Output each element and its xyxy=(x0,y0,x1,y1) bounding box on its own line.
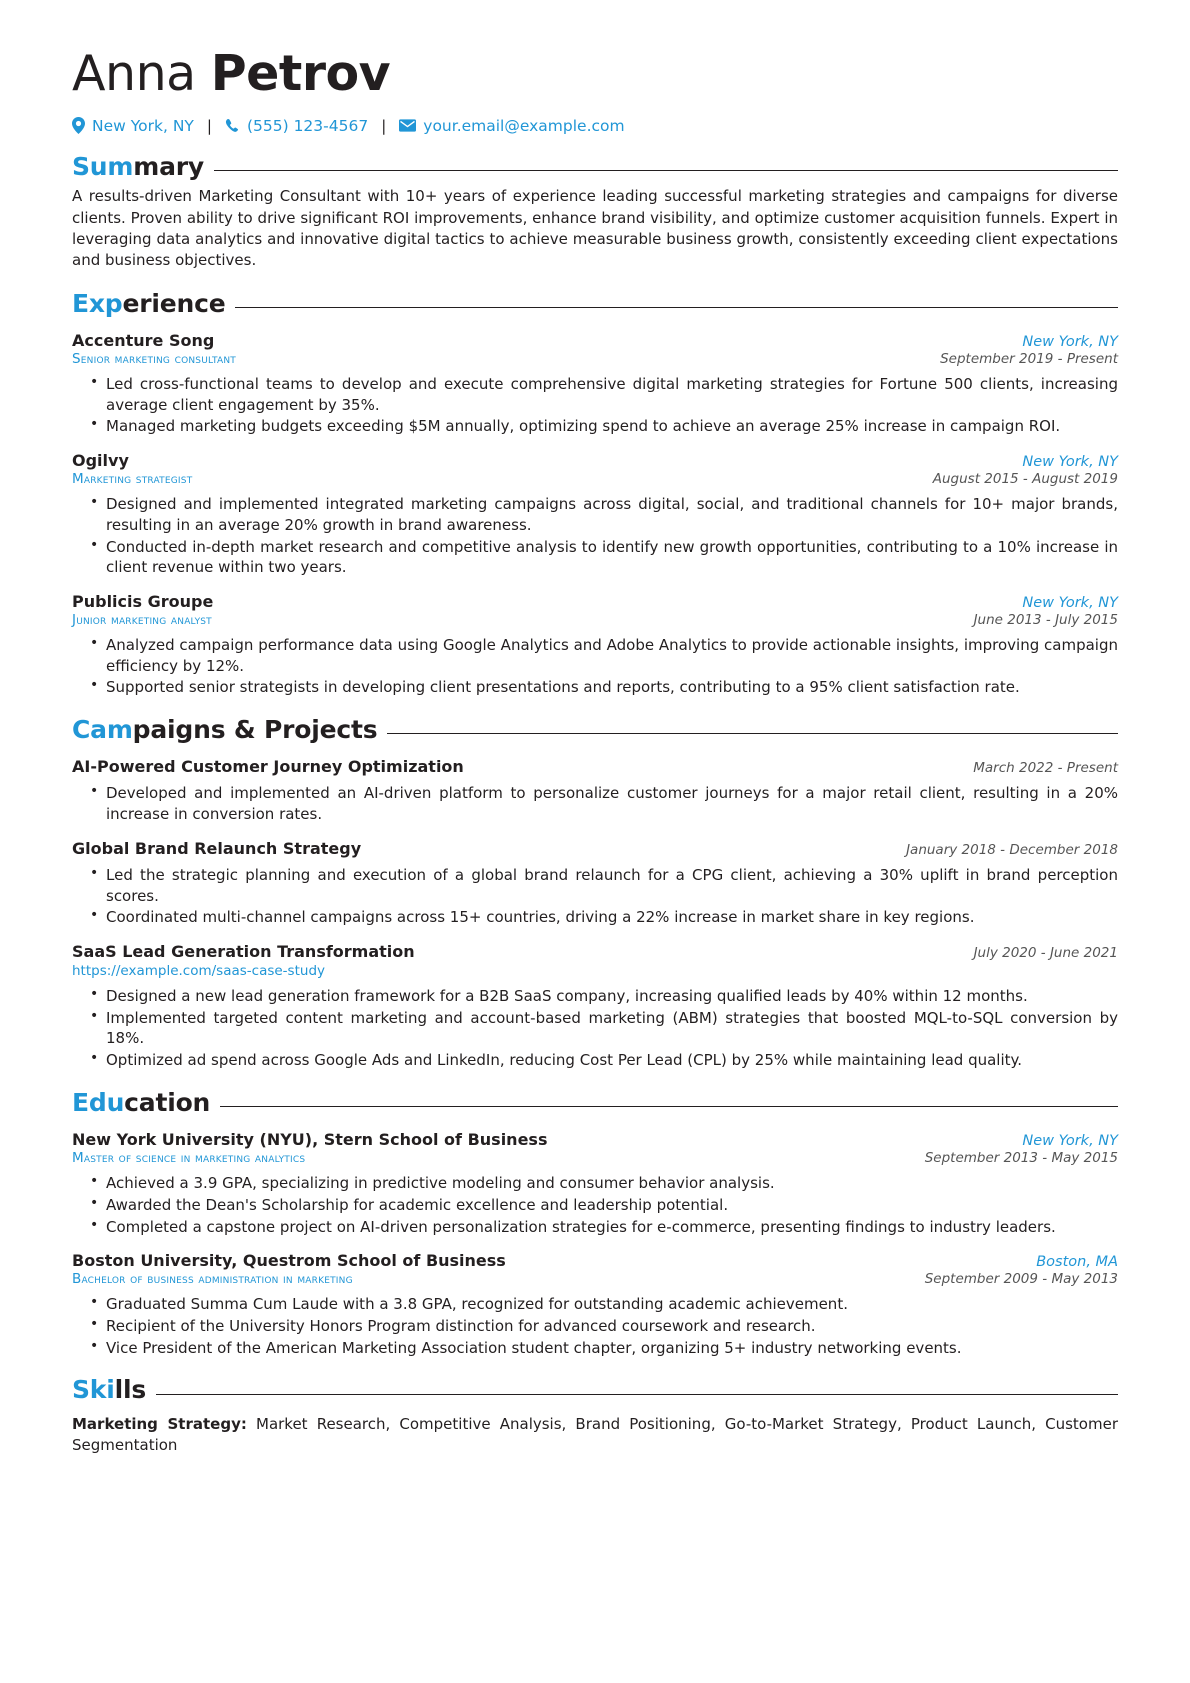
section-summary-head xyxy=(72,153,1118,181)
project-name: AI-Powered Customer Journey Optimization xyxy=(72,757,464,777)
section-divider xyxy=(235,307,1118,308)
envelope-icon xyxy=(399,119,416,132)
experience-entry-subheader xyxy=(72,612,1118,628)
section-skills xyxy=(72,1376,1118,1456)
project-entry-header xyxy=(72,757,1118,776)
contact-phone xyxy=(225,117,368,135)
education-entry-header xyxy=(72,1130,1118,1149)
experience-entry-header xyxy=(72,451,1118,470)
experience-company: Ogilvy xyxy=(72,451,129,471)
project-entry-header xyxy=(72,839,1118,858)
section-campaigns-title-highlight: Cam xyxy=(72,714,133,744)
project-entry xyxy=(72,942,1118,1071)
section-summary xyxy=(72,153,1118,272)
experience-entry xyxy=(72,451,1118,578)
list-item: • Recipient of the University Honors Program distinction for advanced coursework and research. xyxy=(106,1316,1118,1337)
experience-bullets xyxy=(72,494,1118,578)
section-divider xyxy=(387,733,1118,734)
education-school: Boston University, Questrom School of Business xyxy=(72,1251,506,1271)
list-item: • Achieved a 3.9 GPA, specializing in predictive modeling and consumer behavior analysis. xyxy=(106,1173,1118,1194)
section-skills-title-rest: lls xyxy=(114,1375,147,1405)
experience-entry-subheader xyxy=(72,471,1118,487)
section-experience-title-rest: erience xyxy=(122,288,226,318)
education-degree: Master of science in marketing analytics xyxy=(72,1150,306,1167)
contact-separator-1: | xyxy=(206,116,212,135)
education-entry-subheader xyxy=(72,1271,1118,1287)
list-item: • Analyzed campaign performance data using Google Analytics and Adobe Analytics to provide actionable insights, improving campaign efficiency by 12%. xyxy=(106,635,1118,676)
list-item: • Led the strategic planning and execution of a global brand relaunch for a CPG client, achieving a 30% uplift in brand perception scores. xyxy=(106,865,1118,906)
education-degree: Bachelor of business administration in marketing xyxy=(72,1271,353,1288)
experience-dates: August 2015 - August 2019 xyxy=(932,471,1118,488)
skill-items: Market Research, Competitive Analysis, Brand Positioning, Go-to-Market Strategy, Product Launch, Customer Segmentation xyxy=(72,1414,1118,1455)
last-name: Petrov xyxy=(210,45,391,102)
section-skills-head xyxy=(72,1376,1118,1404)
list-item: • Developed and implemented an AI-driven platform to personalize customer journeys for a major retail client, resulting in a 20% increase in conversion rates. xyxy=(106,783,1118,824)
project-name: SaaS Lead Generation Transformation xyxy=(72,941,415,961)
section-divider xyxy=(156,1394,1118,1395)
list-item: • Awarded the Dean's Scholarship for academic excellence and leadership potential. xyxy=(106,1195,1118,1216)
list-item: • Designed and implemented integrated marketing campaigns across digital, social, and traditional channels for 10+ major brands, resulting in an average 20% growth in brand awareness. xyxy=(106,494,1118,535)
list-item: • Managed marketing budgets exceeding $5M annually, optimizing spend to achieve an average 25% increase in campaign ROI. xyxy=(106,416,1118,437)
experience-role: Senior marketing consultant xyxy=(72,351,236,368)
section-experience-title xyxy=(72,290,225,318)
education-location: New York, NY xyxy=(1022,1133,1118,1150)
contact-email xyxy=(399,117,624,135)
experience-entry xyxy=(72,592,1118,698)
section-divider xyxy=(220,1106,1118,1107)
education-dates: September 2013 - May 2015 xyxy=(924,1150,1118,1167)
experience-bullets xyxy=(72,635,1118,698)
skill-group xyxy=(72,1414,1118,1457)
summary-text: A results-driven Marketing Consultant with 10+ years of experience leading successful marketing strategies and campaigns for diverse clients. Proven ability to drive significant ROI improvements, enhance brand visibility, and optimize customer acquisition funnels. Expert in leveraging data analytics and innovative digital tactics to achieve measurable business growth, consistently exceeding client expectations and business objectives. xyxy=(72,187,1118,270)
section-education-head xyxy=(72,1089,1118,1117)
section-education-title xyxy=(72,1089,210,1117)
experience-role: Junior marketing analyst xyxy=(72,611,212,628)
section-education xyxy=(72,1089,1118,1359)
experience-role: Marketing strategist xyxy=(72,471,193,488)
section-experience-title-highlight: Exp xyxy=(72,288,123,318)
section-summary-title-highlight: Sum xyxy=(72,151,134,181)
list-item: • Vice President of the American Marketing Association student chapter, organizing 5+ industry networking events. xyxy=(106,1338,1118,1359)
education-bullets xyxy=(72,1294,1118,1358)
project-entry xyxy=(72,757,1118,824)
location-pin-icon xyxy=(72,117,85,134)
project-dates: January 2018 - December 2018 xyxy=(906,841,1118,858)
section-skills-title xyxy=(72,1376,146,1404)
list-item: • Optimized ad spend across Google Ads and LinkedIn, reducing Cost Per Lead (CPL) by 25% while maintaining lead quality. xyxy=(106,1050,1118,1071)
project-bullets xyxy=(72,783,1118,824)
project-bullets xyxy=(72,986,1118,1071)
experience-location: New York, NY xyxy=(1022,594,1118,611)
education-entry xyxy=(72,1130,1118,1237)
section-campaigns xyxy=(72,716,1118,1071)
education-entry-header xyxy=(72,1251,1118,1270)
page-title xyxy=(72,45,1118,102)
section-summary-title-rest: mary xyxy=(133,151,205,181)
contact-location xyxy=(72,117,194,135)
experience-company: Accenture Song xyxy=(72,331,215,351)
contact-email-text[interactable]: your.email@example.com xyxy=(423,116,625,135)
project-entry xyxy=(72,839,1118,928)
section-education-title-highlight: Edu xyxy=(72,1087,125,1117)
experience-company: Publicis Groupe xyxy=(72,591,214,611)
education-location: Boston, MA xyxy=(1036,1254,1118,1271)
list-item: • Led cross-functional teams to develop and execute comprehensive digital marketing strategies for Fortune 500 clients, increasing average client engagement by 35%. xyxy=(106,374,1118,415)
experience-entry-subheader xyxy=(72,351,1118,367)
list-item: • Coordinated multi-channel campaigns across 15+ countries, driving a 22% increase in market share in key regions. xyxy=(106,907,1118,928)
first-name: Anna xyxy=(72,45,196,102)
section-experience xyxy=(72,290,1118,698)
education-dates: September 2009 - May 2013 xyxy=(924,1271,1118,1288)
section-summary-title xyxy=(72,153,204,181)
section-campaigns-head xyxy=(72,716,1118,744)
experience-entry-header xyxy=(72,331,1118,350)
section-education-title-rest: cation xyxy=(124,1087,211,1117)
list-item: • Designed a new lead generation framework for a B2B SaaS company, increasing qualified leads by 40% within 12 months. xyxy=(106,986,1118,1007)
section-skills-title-highlight: Ski xyxy=(72,1375,115,1405)
education-entry xyxy=(72,1251,1118,1358)
section-campaigns-title-rest: paigns & Projects xyxy=(132,714,378,744)
experience-dates: June 2013 - July 2015 xyxy=(973,611,1118,628)
list-item: • Graduated Summa Cum Laude with a 3.8 GPA, recognized for outstanding academic achievement. xyxy=(106,1294,1118,1315)
contact-phone-text[interactable]: (555) 123-4567 xyxy=(246,116,369,135)
project-bullets xyxy=(72,865,1118,928)
contact-separator-2: | xyxy=(381,116,387,135)
list-item: • Completed a capstone project on AI-driven personalization strategies for e-commerce, presenting findings to industry leaders. xyxy=(106,1217,1118,1238)
list-item: • Conducted in-depth market research and competitive analysis to identify new growth opportunities, contributing to a 10% increase in client revenue within two years. xyxy=(106,537,1118,578)
project-dates: July 2020 - June 2021 xyxy=(973,944,1118,961)
project-link[interactable]: https://example.com/saas-case-study xyxy=(72,962,325,979)
phone-icon xyxy=(225,118,240,133)
project-name: Global Brand Relaunch Strategy xyxy=(72,838,362,858)
project-entry-header xyxy=(72,942,1118,961)
contact-location-text: New York, NY xyxy=(92,116,194,135)
experience-entry xyxy=(72,331,1118,437)
contact-row xyxy=(72,117,1118,135)
list-item: • Supported senior strategists in developing client presentations and reports, contributing to a 95% client satisfaction rate. xyxy=(106,677,1118,698)
experience-location: New York, NY xyxy=(1022,334,1118,351)
project-dates: March 2022 - Present xyxy=(973,760,1118,777)
section-experience-head xyxy=(72,290,1118,318)
skill-category: Marketing Strategy: xyxy=(72,1414,247,1433)
list-item: • Implemented targeted content marketing and account-based marketing (ABM) strategies that boosted MQL-to-SQL conversion by 18%. xyxy=(106,1008,1118,1049)
education-school: New York University (NYU), Stern School of Business xyxy=(72,1130,548,1150)
experience-dates: September 2019 - Present xyxy=(940,351,1118,368)
experience-location: New York, NY xyxy=(1022,454,1118,471)
experience-bullets xyxy=(72,374,1118,437)
experience-entry-header xyxy=(72,592,1118,611)
section-campaigns-title xyxy=(72,716,377,744)
education-entry-subheader xyxy=(72,1150,1118,1166)
education-bullets xyxy=(72,1173,1118,1237)
section-divider xyxy=(214,170,1118,171)
